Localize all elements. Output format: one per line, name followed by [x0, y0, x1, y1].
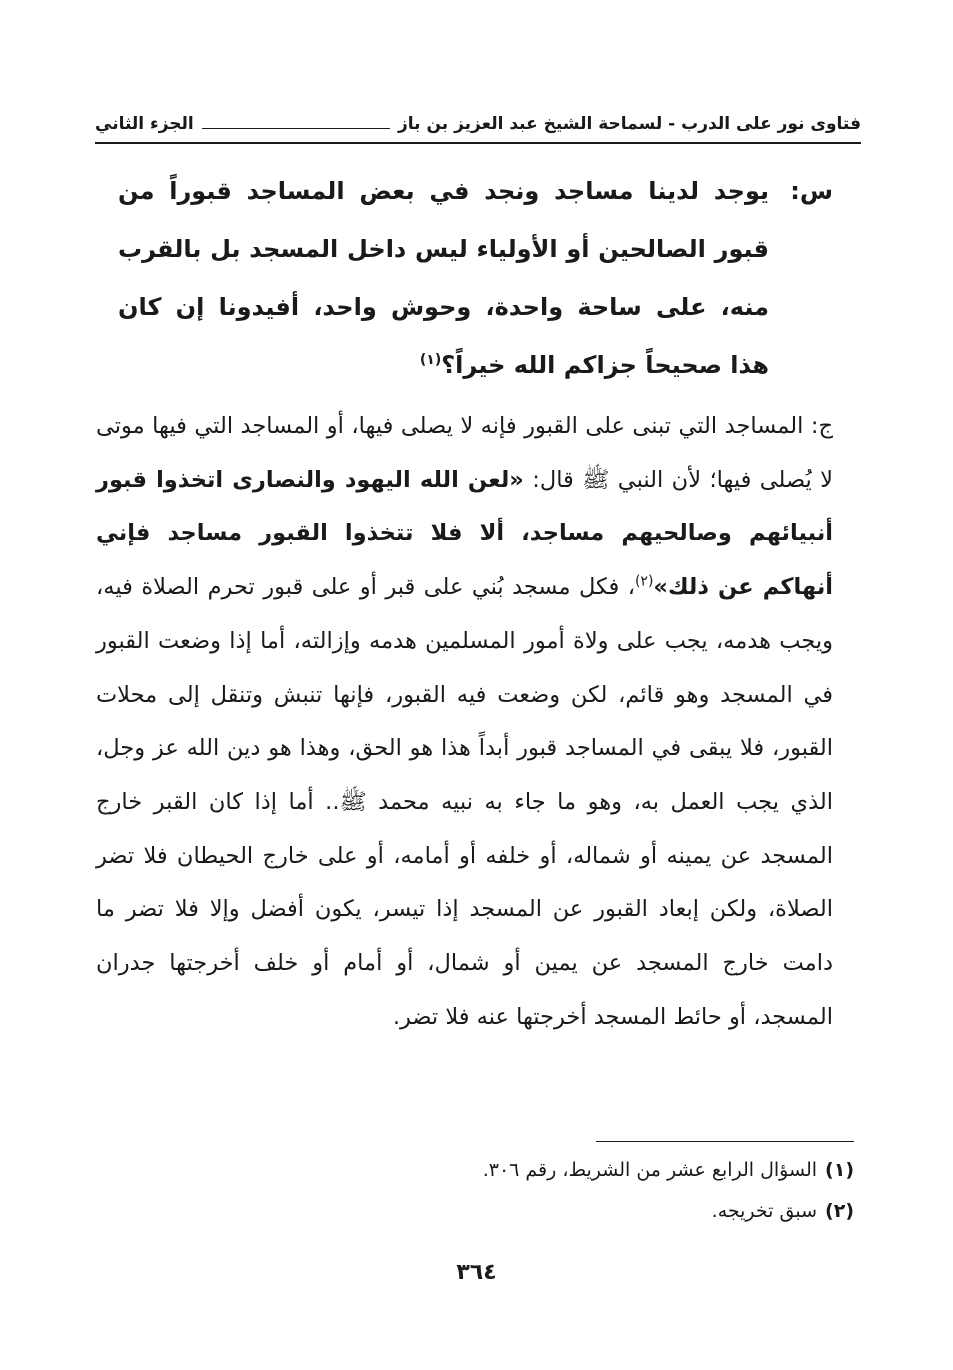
header-title: فتاوى نور على الدرب - لسماحة الشيخ عبد العزيز بن باز [398, 114, 861, 134]
footnote-item [110, 1150, 854, 1191]
footnote-separator [596, 1141, 854, 1142]
header-rule [202, 128, 390, 129]
footnotes [110, 1150, 854, 1232]
running-header [95, 92, 861, 144]
answer-footnote-ref[interactable]: (٢) [634, 573, 654, 590]
hadith-quote: «لعن الله اليهود والنصارى اتخذوا قبور أنبيائهم وصالحيهم مساجد، ألا فلا تتخذوا القبور مساجد فإني أنهاكم عن ذلك» [96, 466, 833, 601]
question-body [118, 162, 769, 394]
footnote-number: (٢) [825, 1200, 854, 1222]
page-number: ٣٦٤ [456, 1260, 497, 1285]
footnote-number: (١) [825, 1159, 854, 1181]
question-label: س: [790, 177, 833, 205]
answer-text-after: ، فكل مسجد بُني على قبر أو على قبور تحرم الصلاة فيه، ويجب هدمه، يجب على ولاة أمور المسلمين هدمه وإزالته، أما إذا وضعت القبور في المسجد وهو قائم، لكن وضعت فيه القبور، فإنها تنبش وتنقل إلى محلات القبور، فلا يبقى في المساجد قبور أبداً هذا هو الحق، وهذا هو دين الله عز وجل، الذي يجب العمل به، وهو ما جاء به نبيه محمد ﷺ.. أما إذا كان القبر خارج المسجد عن يمينه أو شماله، أو خلفه أو أمامه، أو على خارج الحيطان فلا تضر الصلاة، ولكن إبعاد القبور عن المسجد إذا تيسر، يكون أفضل وإلا فلا تضر ما دامت خارج المسجد عن يمين أو شمال، أو أمام أو خلف أخرجتها جدران المسجد، أو حائط المسجد أخرجتها عنه فلا تضر. [96, 574, 833, 1030]
answer-text-before: المساجد التي تبنى على القبور فإنه لا يصلى فيها، أو المساجد التي فيها موتى لا يُصلى فيها؛ لأن النبي ﷺ قال: [96, 413, 834, 493]
question-footnote-ref[interactable]: (١) [419, 352, 442, 368]
footnote-text: سبق تخريجه. [711, 1200, 818, 1222]
answer-label: ج: [810, 413, 833, 439]
footnote-text: السؤال الرابع عشر من الشريط، رقم ٣٠٦. [482, 1159, 818, 1181]
footnote-item [110, 1191, 854, 1232]
question-text: يوجد لدينا مساجد ونجد في بعض المساجد قبوراً من قبور الصالحين أو الأولياء ليس داخل المسجد بل بالقرب منه، على ساحة واحدة، وحوش واحد، أفيدونا إن كان هذا صحيحاً جزاكم الله خيراً؟ [118, 177, 769, 379]
header-part: الجزء الثاني [95, 114, 194, 134]
answer-block [96, 400, 833, 1044]
question-block [118, 162, 833, 394]
